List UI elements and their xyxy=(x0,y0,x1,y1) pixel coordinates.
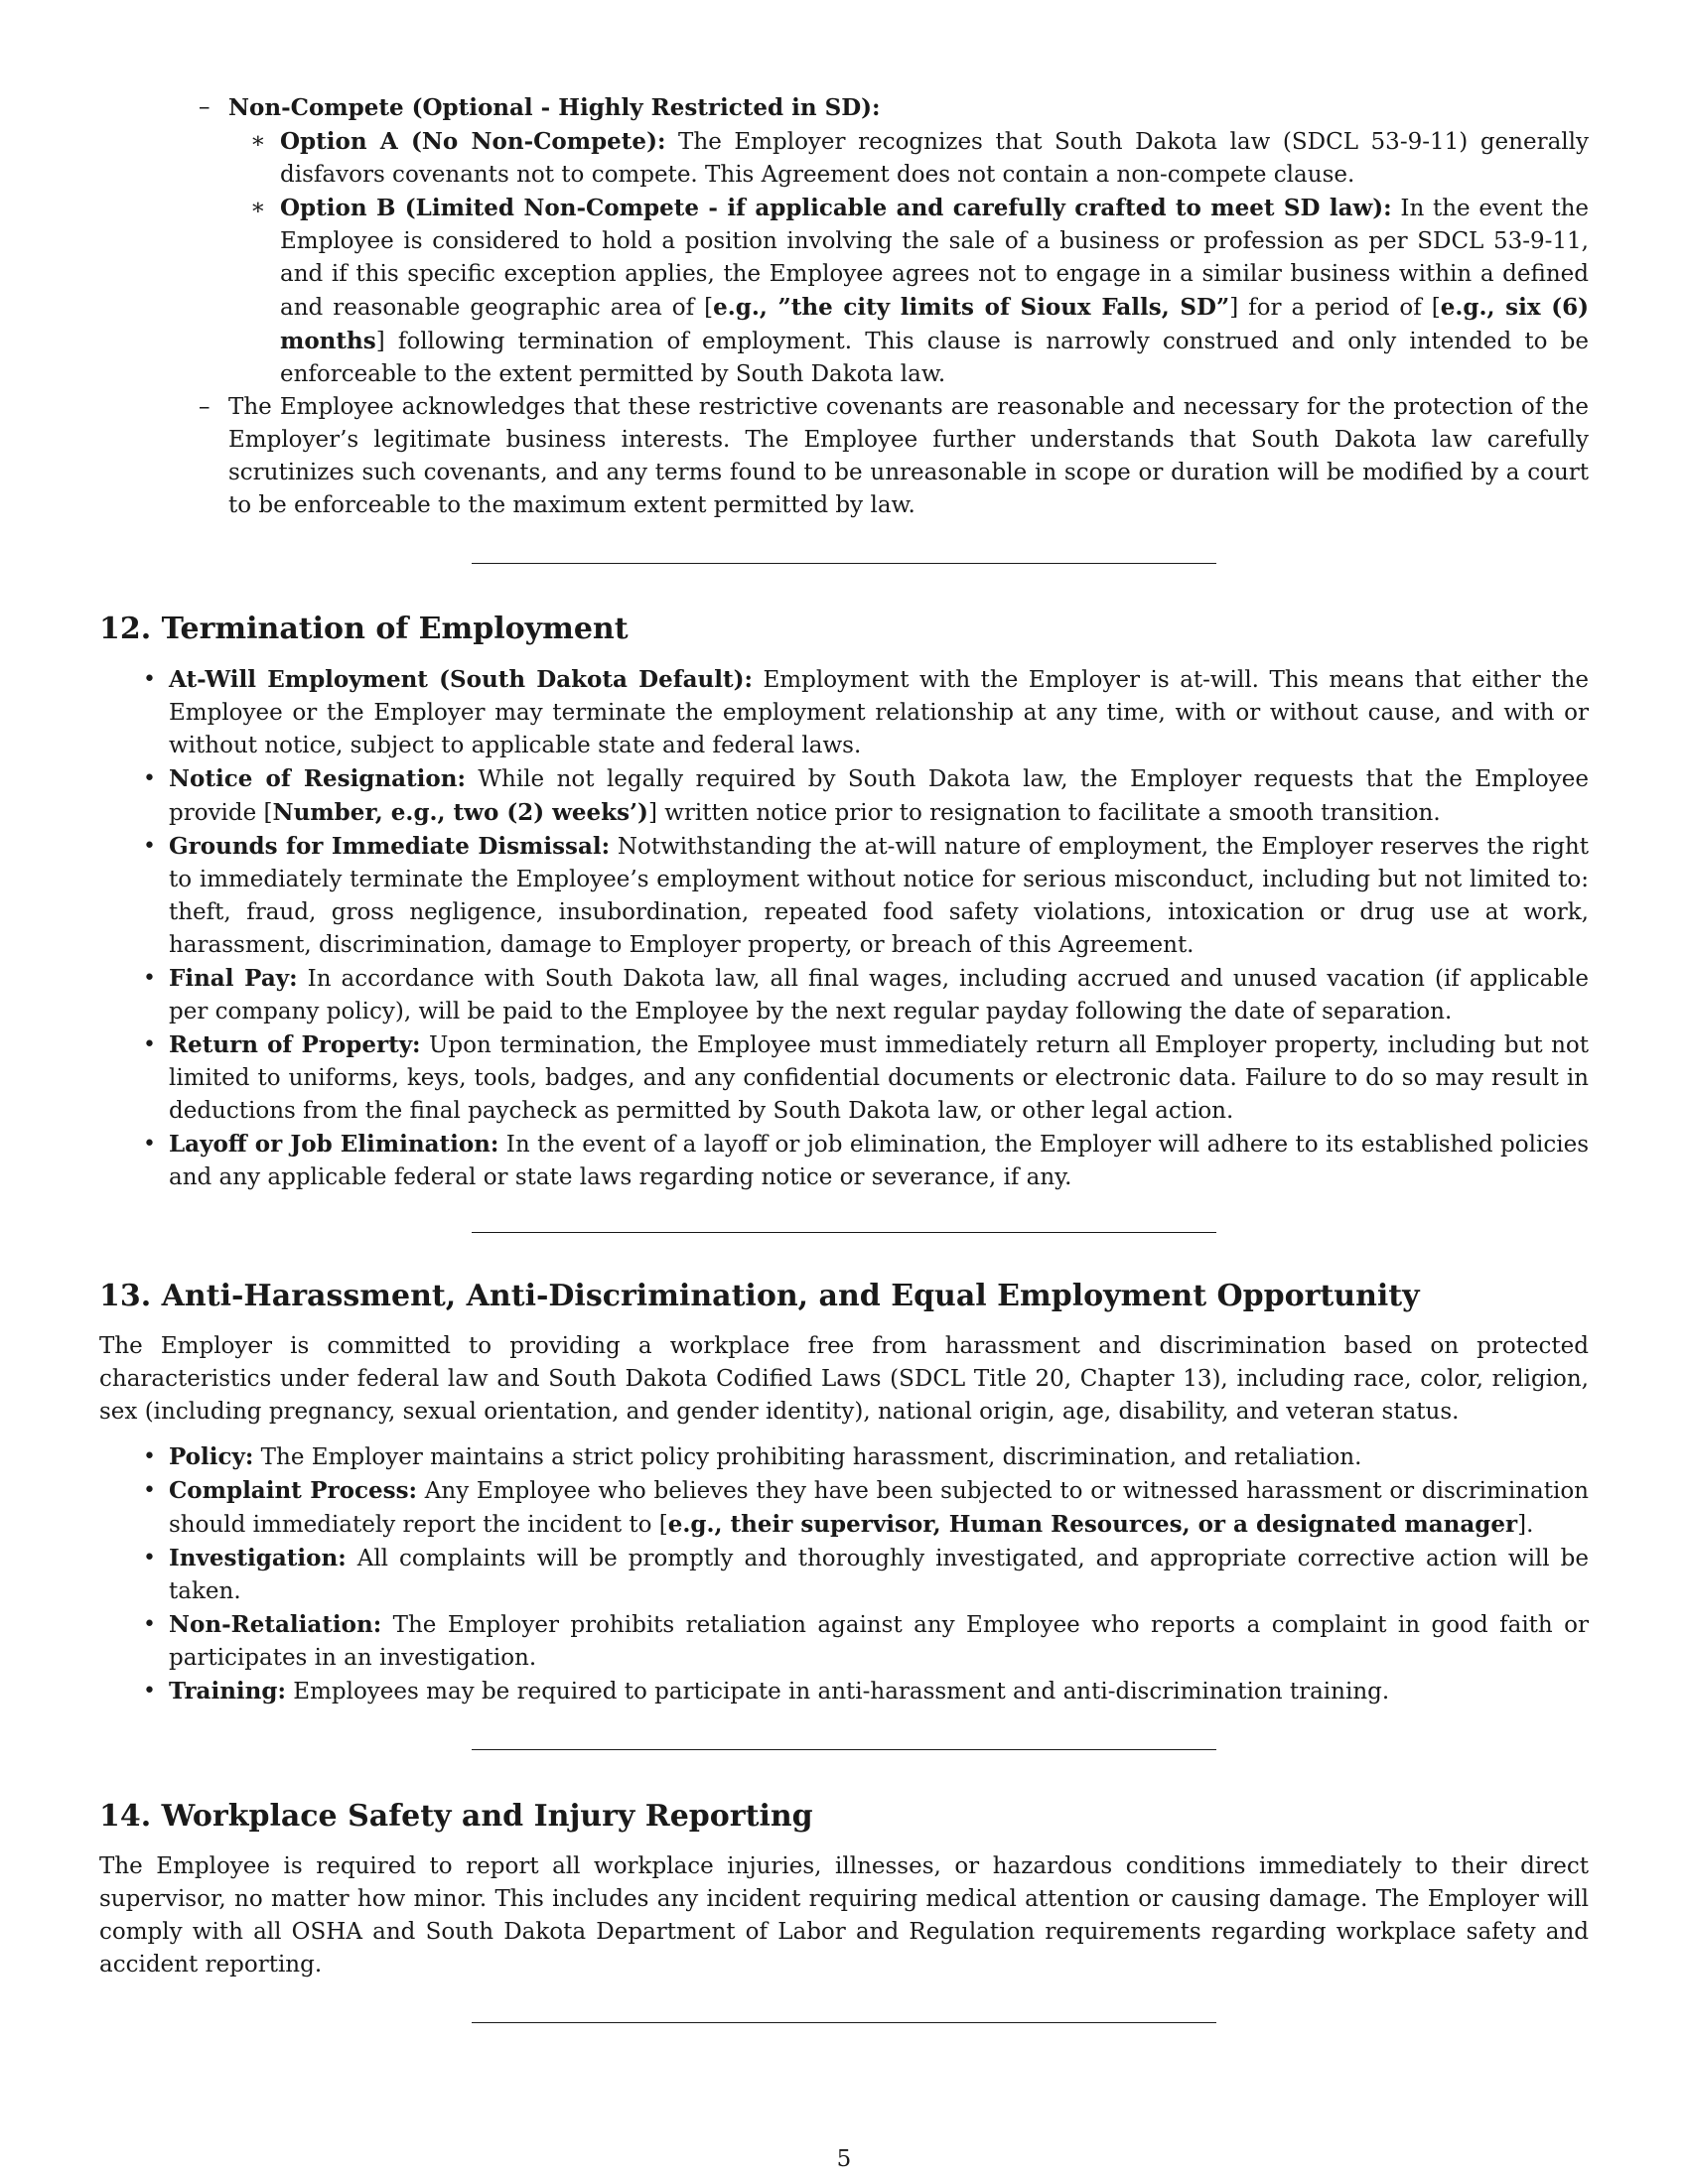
section-intro: The Employer is committed to providing a workplace free from harassment and discrimination based on protected characteristics under federal law and South Dakota Codified Laws (SDCL Title 20, Chapter 13), including race, color, religion, sex (including pregnancy, sexual orientation, and gender identity), national origin, age, disability, and veteran status. xyxy=(99,1333,1589,1425)
bullet-marker: • xyxy=(143,1612,156,1637)
list-item xyxy=(99,962,1589,1028)
dash-marker: – xyxy=(199,394,211,420)
bullet-marker: • xyxy=(143,1444,156,1469)
item-label: At-Will Employment (South Dakota Default): xyxy=(169,666,753,693)
list-item xyxy=(99,830,1589,962)
section-divider xyxy=(472,2022,1216,2023)
bullet-marker: • xyxy=(143,1478,156,1503)
item-text: Upon termination, the Employee must immediately return all Employer property, including but not limited to uniforms, keys, tools, badges, and any confidential documents or electronic data. Failure to do so may result in deductions from the final paycheck as permitted by South Dakota law, or other legal action. xyxy=(169,1032,1590,1124)
item-text: All complaints will be promptly and thoroughly investigated, and appropriate corrective action will be taken. xyxy=(169,1546,1589,1604)
option-b-text: In the event the Employee is considered to hold a position involving the sale of a business or profession as per SDCL 53-9-11, and if this specific exception applies, the Employee agrees not to engage in a similar business within a defined and reasonable geographic area of [ xyxy=(280,196,1590,321)
acknowledgment-item xyxy=(99,391,1589,522)
item-text: Employees may be required to participate in anti-harassment and anti-discrimination training. xyxy=(285,1679,1390,1705)
list-item xyxy=(99,1474,1589,1542)
bullet-marker: • xyxy=(143,1132,156,1157)
anti-harassment-list xyxy=(99,1440,1589,1708)
non-compete-title: Non-Compete (Optional - Highly Restricted in SD): xyxy=(228,94,881,121)
page-number: 5 xyxy=(836,2146,852,2172)
list-item xyxy=(99,1542,1589,1608)
item-label: Grounds for Immediate Dismissal: xyxy=(169,833,611,860)
item-text: ]. xyxy=(1517,1512,1534,1538)
item-text: In the event of a layoff or job elimination, the Employer will adhere to its established policies and any applicable federal or state laws regarding notice or severance, if any. xyxy=(169,1132,1589,1190)
bullet-marker: • xyxy=(143,1546,156,1570)
item-text: While not legally required by South Dakota law, the Employer requests that the Employee provide [ xyxy=(169,766,1589,826)
item-text: The Employer maintains a strict policy prohibiting harassment, discrimination, and retaliation. xyxy=(253,1444,1362,1470)
bullet-marker: • xyxy=(143,834,156,859)
list-item xyxy=(99,1128,1589,1194)
option-b-text: ] for a period of [ xyxy=(1229,295,1441,321)
star-marker: ∗ xyxy=(250,128,266,154)
acknowledgment-text: The Employee acknowledges that these restrictive covenants are reasonable and necessary for the protection of the Employer’s legitimate business interests. The Employee further understands that South Dakota law carefully scrutinizes such covenants, and any terms found to be unreasonable in scope or duration will be modified by a court to be enforceable to the maximum extent permitted by law. xyxy=(228,394,1589,518)
list-item xyxy=(99,1028,1589,1128)
option-b xyxy=(228,192,1589,391)
item-label: Final Pay: xyxy=(169,965,298,992)
non-compete-options xyxy=(228,125,1589,391)
section-divider xyxy=(472,1749,1216,1750)
section-heading: 14. Workplace Safety and Injury Reporting xyxy=(99,1799,813,1834)
option-b-label: Option B (Limited Non-Compete - if applicable and carefully crafted to meet SD law): xyxy=(280,195,1392,221)
bullet-marker: • xyxy=(143,1032,156,1057)
dash-marker: – xyxy=(199,94,211,120)
item-label: Layoff or Job Elimination: xyxy=(169,1131,499,1158)
non-compete-item xyxy=(99,91,1589,391)
star-marker: ∗ xyxy=(250,195,266,220)
list-item xyxy=(99,1440,1589,1474)
section-divider xyxy=(472,563,1216,564)
item-label: Investigation: xyxy=(169,1545,347,1571)
item-text: Notwithstanding the at-will nature of employment, the Employer reserves the right to immediately terminate the Employee’s employment without notice for serious misconduct, including but not limited to: theft, fraud, gross negligence, insubordination, repeated food safety violations, intoxication or drug use at work, harassment, discrimination, damage to Employer property, or breach of this Agreement. xyxy=(169,834,1589,958)
bullet-marker: • xyxy=(143,1679,156,1704)
bullet-marker: • xyxy=(143,966,156,991)
item-label: Return of Property: xyxy=(169,1031,421,1058)
item-label: Non-Retaliation: xyxy=(169,1611,382,1638)
non-compete-list xyxy=(99,91,1589,522)
period-placeholder: e.g., six (6) months xyxy=(280,294,1589,354)
item-text: The Employer prohibits retaliation against any Employee who reports a complaint in good faith or participates in an investigation. xyxy=(169,1612,1589,1671)
item-text: Employment with the Employer is at-will. This means that either the Employee or the Employer may terminate the employment relationship at any time, with or without cause, and with or without notice, subject to applicable state and federal laws. xyxy=(169,667,1589,758)
geographic-area-placeholder: e.g., ”the city limits of Sioux Falls, SD” xyxy=(713,294,1230,321)
option-a-text: The Employer recognizes that South Dakota law (SDCL 53-9-11) generally disfavors covenants not to compete. This Agreement does not contain a non-compete clause. xyxy=(280,129,1589,188)
item-text: ] written notice prior to resignation to facilitate a smooth transition. xyxy=(647,800,1441,826)
list-item xyxy=(99,1608,1589,1675)
item-label: Notice of Resignation: xyxy=(169,765,466,792)
document-page xyxy=(99,91,1589,2023)
item-text: Any Employee who believes they have been subjected to or witnessed harassment or discrimination should immediately report the incident to [ xyxy=(169,1478,1589,1538)
section-divider xyxy=(472,1232,1216,1233)
bullet-marker: • xyxy=(143,667,156,692)
reporting-contact-placeholder: e.g., their supervisor, Human Resources, or a designated manager xyxy=(667,1511,1518,1538)
bullet-marker: • xyxy=(143,766,156,791)
option-a xyxy=(228,125,1589,192)
item-label: Policy: xyxy=(169,1443,254,1470)
termination-list xyxy=(99,663,1589,1194)
list-item xyxy=(99,1675,1589,1708)
item-label: Training: xyxy=(169,1678,286,1705)
section-heading: 13. Anti-Harassment, Anti-Discrimination, and Equal Employment Opportunity xyxy=(99,1279,1420,1313)
section-heading: 12. Termination of Employment xyxy=(99,612,629,646)
notice-period-placeholder: Number, e.g., two (2) weeks’) xyxy=(272,799,648,826)
item-label: Complaint Process: xyxy=(169,1477,418,1504)
option-b-text: ] following termination of employment. This clause is narrowly construed and only intended to be enforceable to the extent permitted by South Dakota law. xyxy=(280,329,1589,387)
list-item xyxy=(99,762,1589,830)
list-item xyxy=(99,663,1589,762)
section-body: The Employee is required to report all workplace injuries, illnesses, or hazardous conditions immediately to their direct supervisor, no matter how minor. This includes any incident requiring medical attention or causing damage. The Employer will comply with all OSHA and South Dakota Department of Labor and Regulation requirements regarding workplace safety and accident reporting. xyxy=(99,1853,1589,1978)
item-text: In accordance with South Dakota law, all final wages, including accrued and unused vacation (if applicable per company policy), will be paid to the Employee by the next regular payday following the date of separation. xyxy=(169,966,1590,1024)
option-a-label: Option A (No Non-Compete): xyxy=(280,128,666,155)
